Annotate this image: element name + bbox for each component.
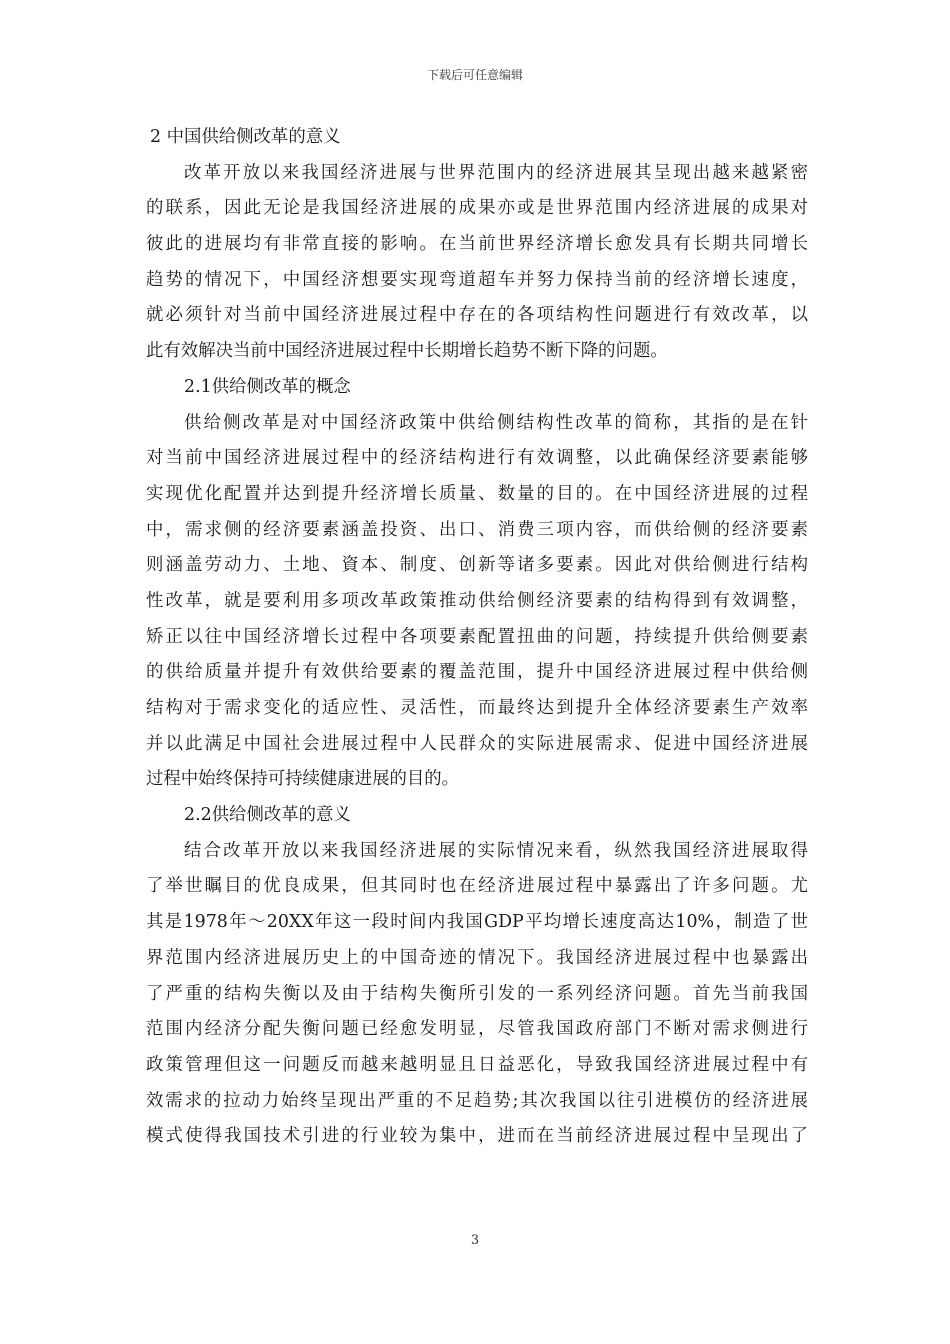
paragraph-line: 此有效解决当前中国经济进展过程中长期增长趋势不断下降的问题。 [146,341,668,362]
paragraph-line: 了严重的结构失衡以及由于结构失衡所引发的一系列经济问题。首先当前我国 [146,983,808,1004]
paragraph-line: 就必须针对当前中国经济进展过程中存在的各项结构性问题进行有效改革，以 [146,305,808,326]
paragraph-line: 趋势的情况下，中国经济想要实现弯道超车并努力保持当前的经济增长速度， [146,269,808,290]
section-heading: 2 中国供给侧改革的意义 [150,127,341,147]
paragraph-line: 对当前中国经济进展过程中的经济结构进行有效调整，以此确保经济要素能够 [146,448,808,469]
subsection-heading: 2.1供给侧改革的概念 [184,376,351,397]
paragraph-line: 的供给质量并提升有效供给要素的覆盖范围，提升中国经济进展过程中供给侧 [146,662,808,683]
paragraph-line: 则涵盖劳动力、土地、資本、制度、创新等诸多要素。因此对供给侧进行结构 [146,555,808,576]
paragraph-line: 实现优化配置并达到提升经济增长质量、数量的目的。在中国经济进展的过程 [146,483,808,504]
paragraph-line: 了举世瞩目的优良成果，但其同时也在经济进展过程中暴露出了许多问题。尤 [146,876,808,897]
page-number: 3 [470,1233,480,1248]
subsection-heading: 2.2供给侧改革的意义 [184,805,351,826]
paragraph-line: 结合改革开放以来我国经济进展的实际情况来看，纵然我国经济进展取得 [184,840,808,861]
paragraph-line: 中，需求侧的经济要素涵盖投资、出口、消费三项内容，而供给侧的经济要素 [146,519,808,540]
paragraph-line: 彼此的进展均有非常直接的影响。在当前世界经济增长愈发具有长期共同增长 [146,234,808,255]
paragraph-line: 其是1978年～20XX年这一段时间内我国GDP平均增长速度高达10%，制造了世 [146,912,808,933]
page-header: 下载后可任意编辑 [426,68,523,82]
paragraph-line: 模式使得我国技术引进的行业较为集中，进而在当前经济进展过程中呈现出了 [146,1126,808,1147]
paragraph-line: 界范围内经济进展历史上的中国奇迹的情况下。我国经济进展过程中也暴露出 [146,947,808,968]
paragraph-line: 的联系，因此无论是我国经济进展的成果亦或是世界范围内经济进展的成果对 [146,198,808,219]
paragraph-line: 结构对于需求变化的适应性、灵活性，而最终达到提升全体经济要素生产效率 [146,698,808,718]
paragraph-line: 矫正以往中国经济增长过程中各项要素配置扭曲的问题，持续提升供给侧要素 [146,626,808,647]
paragraph-line: 效需求的拉动力始终呈现出严重的不足趋势;其次我国以往引进模仿的经济进展 [146,1090,808,1111]
paragraph-line: 性改革，就是要利用多项改革政策推动供给侧经济要素的结构得到有效调整， [146,590,808,611]
paragraph-line: 范围内经济分配失衡问题已经愈发明显，尽管我国政府部门不断对需求侧进行 [146,1019,808,1040]
paragraph-line: 并以此满足中国社会进展过程中人民群众的实际进展需求、促进中国经济进展 [146,733,808,754]
document-body [146,120,808,1155]
paragraph-line: 过程中始终保持可持续健康进展的目的。 [146,769,460,790]
paragraph-line: 供给侧改革是对中国经济政策中供给侧结构性改革的简称，其指的是在针 [184,412,808,433]
paragraph-line: 政策管理但这一问题反而越来越明显且日益恶化，导致我国经济进展过程中有 [146,1054,808,1075]
paragraph-line: 改革开放以来我国经济进展与世界范围内的经济进展其呈现出越来越紧密 [184,162,808,183]
